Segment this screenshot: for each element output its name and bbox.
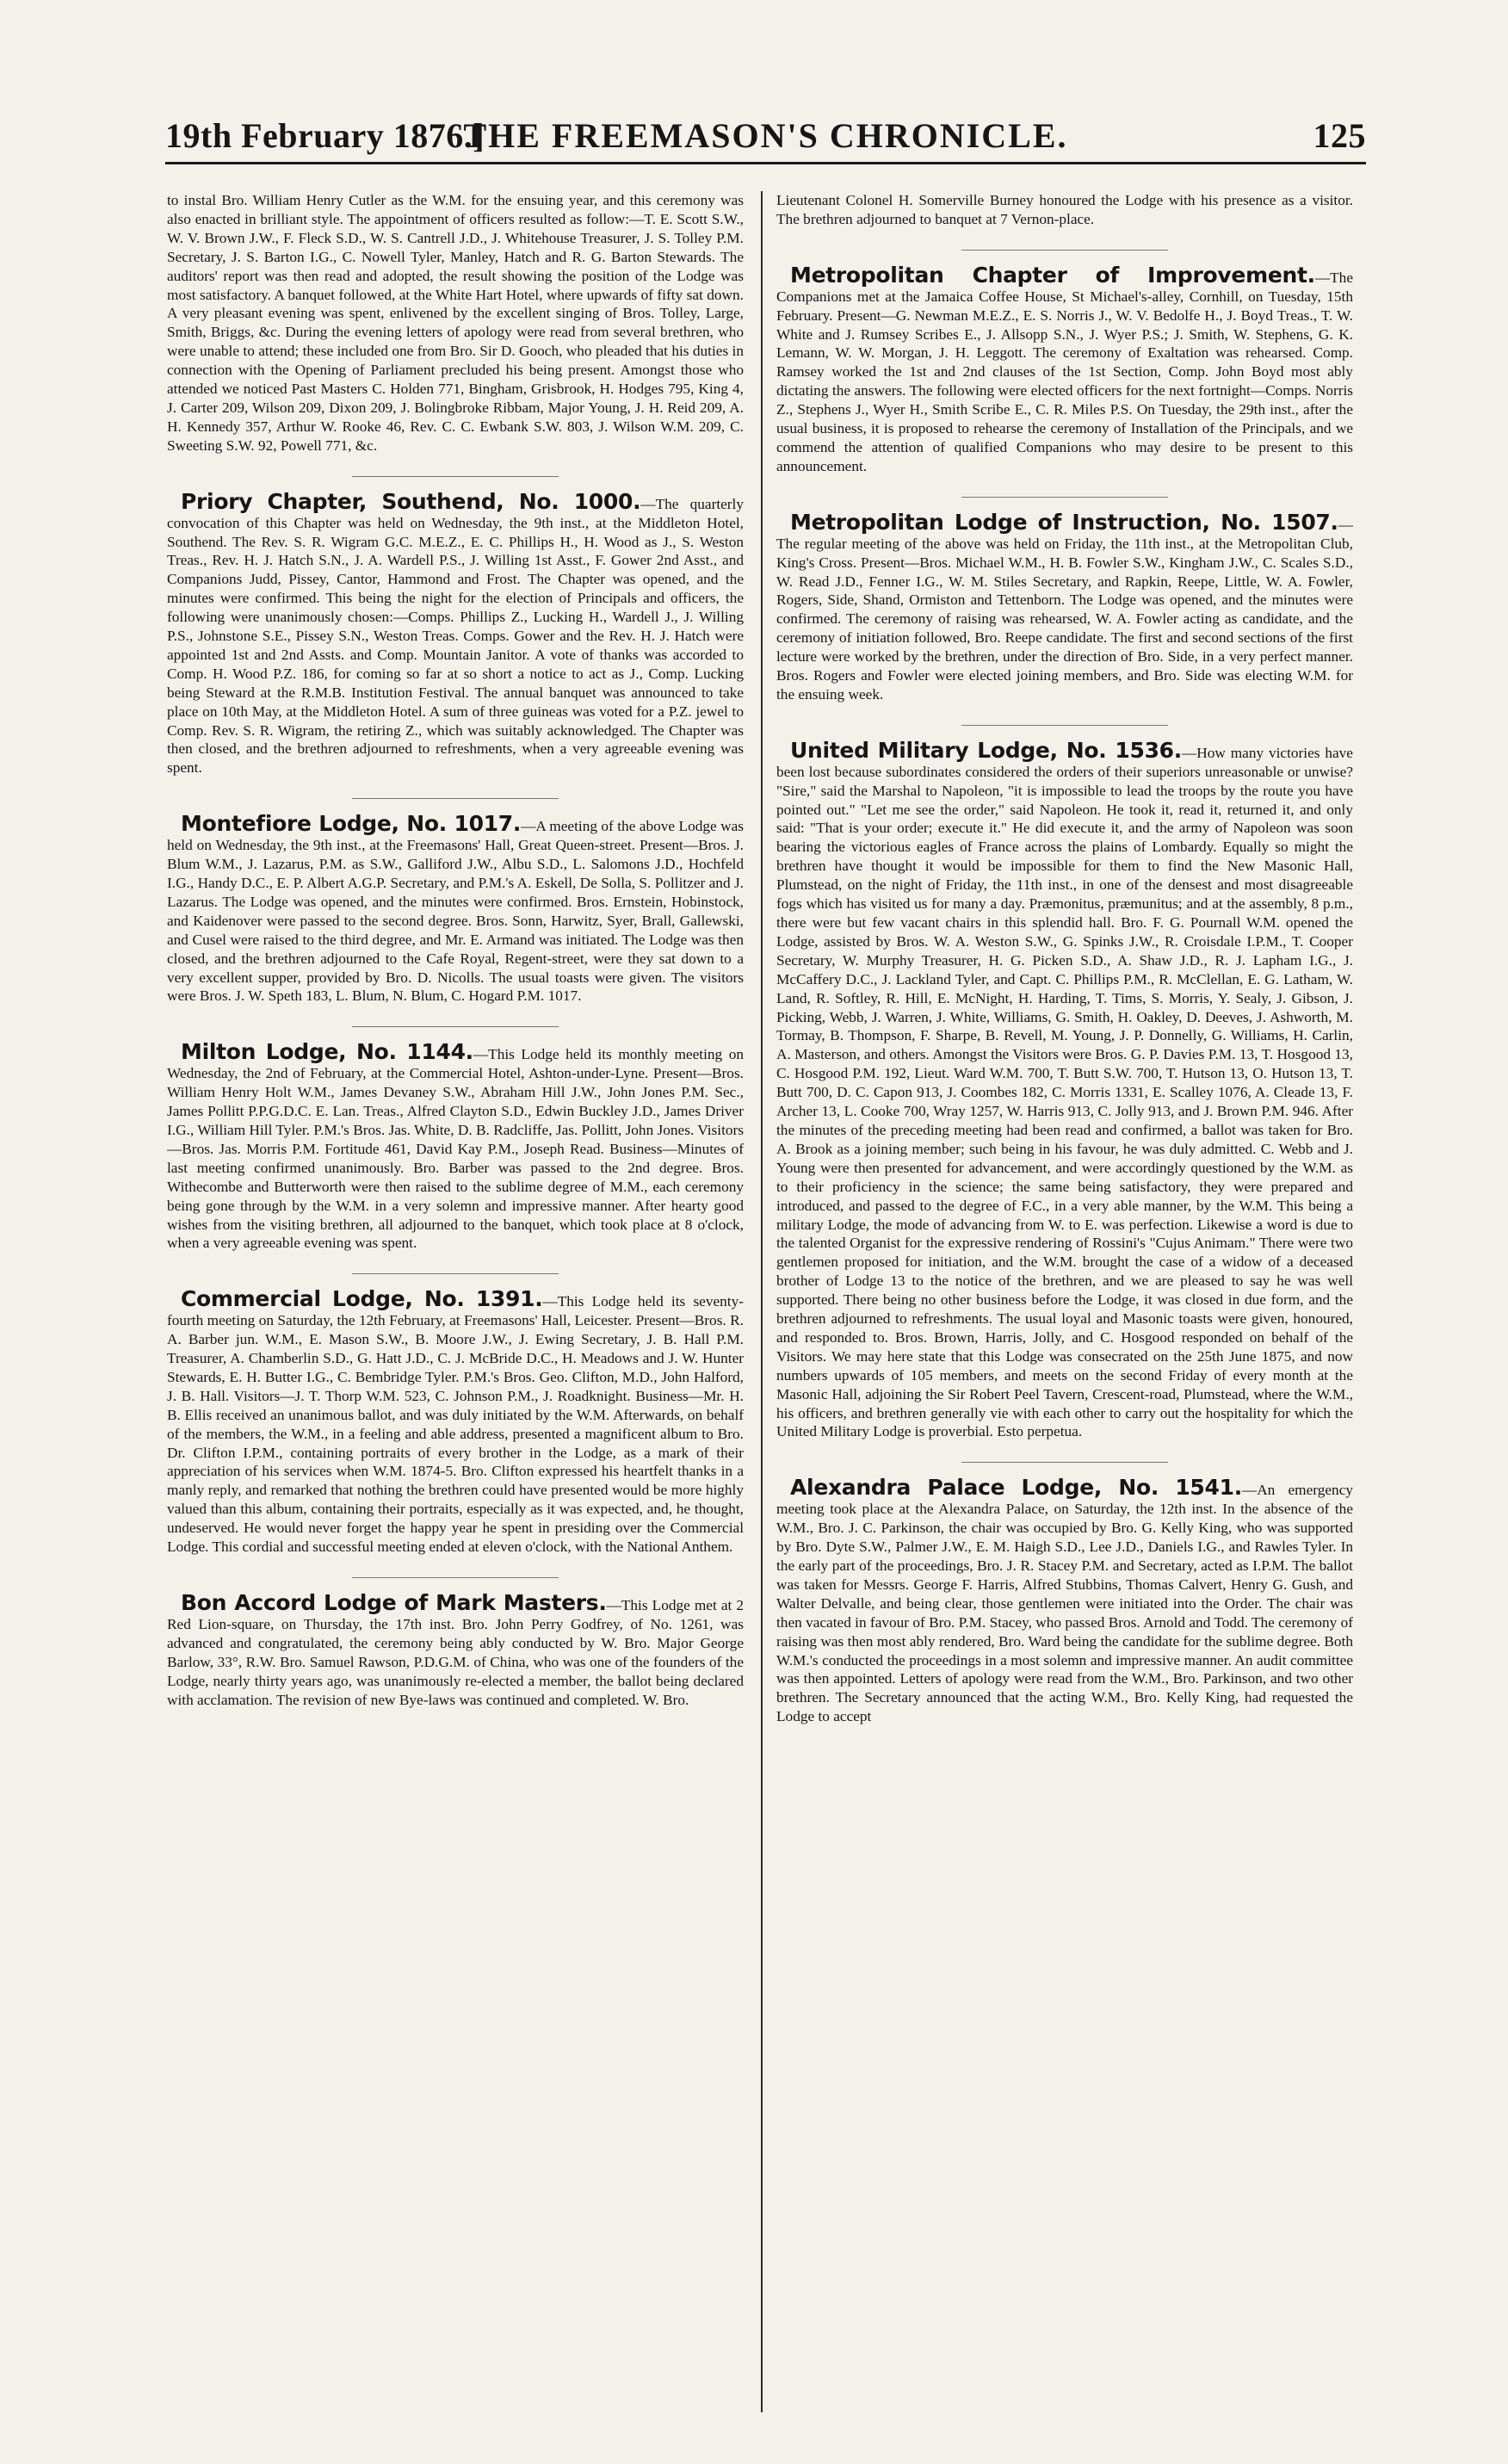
article-heading: Metropolitan Chapter of Improvement.	[790, 262, 1315, 288]
article-body-text: A meeting of the above Lodge was held on Wednesday, the 9th inst., at the Freemasons' Hall, Great Queen-street. Present—Bros. J. Blum W.M., J. Lazarus, P.M. as S.W., Galliford J.W., Albu S.D., L. Salomons J.D., Hochfeld I.G., Handy D.C., E. P. Albert A.G.P. Secretary, and P.M.'s A. Eskell, De Solla, S. Pollitzer and J. Lazarus. The Lodge was opened, and the minutes were confirmed. Bros. Ernstein, Hobinstock, and Kaidenover were passed to the second degree. Bros. Sonn, Harwitz, Syer, Brall, Gallewski, and Cusel were raised to the third degree, and Mr. E. Armand was initiated. The Lodge was then closed, and the brethren adjourned to the Cafe Royal, Regent-street, were they sat down to a very excellent supper, provided by Bro. D. Nicolls. The usual toasts were given. The visitors were Bros. J. W. Speth 183, L. Blum, N. Blum, C. Hogard P.M. 1017.	[167, 818, 744, 1005]
article-continued	[167, 191, 744, 455]
article-body-text: to instal Bro. William Henry Cutler as the W.M. for the ensuing year, and this ceremony was also enacted in brilliant style. The appointment of officers resulted as follow:—T. E. Scott S.W., W. V. Brown J.W., F. Fleck S.D., W. S. Cantrell J.D., J. Whitehouse Treasurer, J. S. Tolley P.M. Secretary, J. S. Barton I.G., C. Nowell Tyler, Manley, Hatch and R. G. Barton Stewards. The auditors' report was then read and adopted, the result showing the position of the Lodge was most satisfactory. A banquet followed, at the White Hart Hotel, where upwards of fifty sat down. A very pleasant evening was spent, enlivened by the excellent singing of Bros. Tolley, Large, Smith, Briggs, &c. During the evening letters of apology were read from several brethren, who were unable to attend; these included one from Bro. Sir D. Gooch, who pleaded that his duties in connection with the Opening of Parliament precluded his being present. Amongst those who attended we noticed Past Masters C. Holden 771, Bingham, Grisbrook, H. Hodges 795, King 4, J. Carter 209, Wilson 209, Dixon 209, J. Bolingbroke Ribbam, Major Young, J. H. Reid 209, A. H. Kennedy 357, Arthur W. Rooke 46, Rev. C. C. Ewbank S.W. 803, J. Wilson W.M. 209, C. Sweeting S.W. 92, Powell 771, &c.	[167, 192, 744, 454]
article-bon-accord-lodge	[167, 1590, 744, 1709]
article-separator	[352, 1273, 559, 1274]
article-separator	[352, 1026, 559, 1027]
column-rule	[761, 191, 763, 2412]
article-body: Priory Chapter, Southend, No. 1000.—The quarterly convocation of this Chapter was held on Wednesday, the 9th inst., at the Middleton Hotel, Southend. The Rev. S. R. Wigram G.C. M.E.Z., E. C. Phillips H., H. Wood as J., S. Weston Treas., Rev. H. J. Hatch S.N., J. A. Wardell P.S., J. Willing 1st Asst., F. Gower 2nd Asst., and Companions Judd, Pissey, Cantor, Hammond and Frost. The Chapter was opened, and the minutes were confirmed. This being the night for the election of Principals and officers, the following were unanimously chosen:—Comps. Phillips Z., Lucking H., Wardell J., J. Willing P.S., Johnstone S.E., Pissey S.N., Weston Treas. Comps. Gower and the Rev. H. J. Hatch were appointed 1st and 2nd Assts. and Comp. Mountain Janitor. A vote of thanks was accorded to Comp. H. Wood P.Z. 186, for coming so far at so short a notice to act as J., Comp. Lucking being Steward at the R.M.B. Institution Festival. The annual banquet was announced to take place on 10th May, at the Middleton Hotel. A sum of three guineas was voted for a P.Z. jewel to Comp. Rev. S. R. Wigram, the retiring Z., which was suitably acknowledged. The Chapter was then closed, and the brethren adjourned to refreshments, when a very agreeable evening was spent.	[167, 488, 744, 777]
masthead	[165, 110, 1366, 164]
article-heading: United Military Lodge, No. 1536.	[790, 737, 1182, 763]
article-body-text: The Companions met at the Jamaica Coffee House, St Michael's-alley, Cornhill, on Tuesday, 15th February. Present—G. Newman M.E.Z., E. S. Norris J., W. V. Bedolfe H., J. Boyd Treas., T. W. White and J. Rumsey Scribes E., J. Allsopp S.N., J. Wyer P.S.; J. Smith, W. Stephens, G. K. Lemann, W. W. Morgan, J. H. Leggott. The ceremony of Exaltation was rehearsed. Comp. Ramsey worked the 1st and 2nd clauses of the 1st Section, Comp. John Boyd most ably dictating the answers. The following were elected officers for the next fortnight—Comps. Norris Z., Stephens J., Wyer H., Smith Scribe E., C. R. Miles P.S. On Tuesday, the 29th inst., after the usual business, it is proposed to rehearse the ceremony of Installation of the Principals, and we commend the attention of qualified Companions who may desire to be present to this announcement.	[776, 269, 1353, 474]
article-separator	[352, 798, 559, 799]
article-heading: Metropolitan Lodge of Instruction, No. 1507.	[790, 509, 1338, 535]
article-heading: Priory Chapter, Southend, No. 1000.	[181, 488, 641, 514]
article-alexandra-palace-lodge	[776, 1475, 1353, 1726]
article-body: Montefiore Lodge, No. 1017.—A meeting of the above Lodge was held on Wednesday, the 9th inst., at the Freemasons' Hall, Great Queen-street. Present—Bros. J. Blum W.M., J. Lazarus, P.M. as S.W., Galliford J.W., Albu S.D., L. Salomons J.D., Hochfeld I.G., Handy D.C., E. P. Albert A.G.P. Secretary, and P.M.'s A. Eskell, De Solla, S. Pollitzer and J. Lazarus. The Lodge was opened, and the minutes were confirmed. Bros. Ernstein, Hobinstock, and Kaidenover were passed to the second degree. Bros. Sonn, Harwitz, Syer, Brall, Gallewski, and Cusel were raised to the third degree, and Mr. E. Armand was initiated. The Lodge was then closed, and the brethren adjourned to the Cafe Royal, Regent-street, were they sat down to a very excellent supper, provided by Bro. D. Nicolls. The usual toasts were given. The visitors were Bros. J. W. Speth 183, L. Blum, N. Blum, C. Hogard P.M. 1017.	[167, 811, 744, 1005]
article-body: Commercial Lodge, No. 1391.—This Lodge held its seventy-fourth meeting on Saturday, the 12th February, at Freemasons' Hall, Leicester. Present—Bros. R. A. Barber jun. W.M., E. Mason S.W., B. Moore J.W., J. Ewing Secretary, J. B. Hall P.M. Treasurer, A. Chamberlin S.D., G. Hatt J.D., C. J. McBride D.C., H. Meadows and J. W. Hunter Stewards, E. H. Butter I.G., C. Bembridge Tyler. P.M.'s Bros. Geo. Clifton, M.D., John Halford, J. B. Hall. Visitors—J. T. Thorp W.M. 523, C. Johnson P.M., J. Roadknight. Business—Mr. H. B. Ellis received an unanimous ballot, and was duly initiated by the W.M. Afterwards, on behalf of the members, the W.M., in a feeling and able address, presented a magnificent album to Bro. Dr. Clifton I.P.M., containing portraits of every brother in the Lodge, as a mark of their appreciation of his services when W.M. 1874-5. Bro. Clifton expressed his heartfelt thanks in a manly reply, and remarked that nothing the brethren could have presented would be more highly valued than this album, containing their portraits, especially as it was expected, and, he thought, undeserved. He would never forget the happy year he spent in presiding over the Commercial Lodge. This cordial and successful meeting ended at eleven o'clock, with the National Anthem.	[167, 1286, 744, 1556]
article-metropolitan-lodge	[776, 509, 1353, 704]
publication-title: THE FREEMASON'S CHRONICLE.	[463, 116, 1068, 155]
article-priory-chapter	[167, 488, 744, 778]
article-heading: Milton Lodge, No. 1144.	[181, 1039, 473, 1065]
article-heading: Commercial Lodge, No. 1391.	[181, 1286, 543, 1312]
article-body-text: How many victories have been lost because subordinates considered the orders of their superiors unreasonable or unwise? "Sire," said the Marshal to Napoleon, "it is impossible to lead the troops by the route you have pointed out." "Let me see the order," said Napoleon. He took it, read it, returned it, and only said: "That is your order; execute it." He did execute it, and the army of Napoleon was soon bearing the victorious eagles of France across the plains of Lombardy. Equally so might the brethren have thought it would be impossible for them to find the New Masonic Hall, Plumstead, on the night of Friday, the 11th inst., in one of the densest and most disagreeable fogs which has visited us for many a day. Præmonitus, præmunitus; and at the assembly, 8 p.m., there were but few vacant chairs in this splendid hall. Bro. F. G. Pournall W.M. opened the Lodge, assisted by Bros. W. A. Weston S.W., G. Spinks J.W., R. Croisdale I.P.M., T. Cooper Secretary, W. Murphy Treasurer, H. G. Picken S.D., A. Shaw J.D., R. J. Lapham I.G., J. McCaffery D.C., J. Lackland Tyler, and Capt. C. Phillips P.M., R. McClellan, E. G. Latham, W. Land, R. Softley, R. Hill, E. McNight, H. Harding, T. Tims, S. Morris, Y. Sealy, J. Gibson, J. Picking, Webb, J. Warren, J. White, Williams, G. Smith, H. Oakley, D. Deeves, J. Ashworth, M. Tormay, B. Thompson, F. Sharpe, B. Revell, M. Young, J. P. Donnelly, G. Williams, H. Carlin, A. Masterson, and others. Amongst the Visitors were Bros. G. P. Davies P.M. 13, T. Hosgood 13, C. Hosgood P.M. 192, Lieut. Ward W.M. 700, T. Butt S.W. 700, T. Hutson 13, O. Hutson 13, T. Butt 700, D. C. Capon 913, J. Coombes 182, C. Morris 1331, E. Scalley 1076, A. Cleade 13, F. Archer 13, L. Cooke 700, Wray 1257, W. Harris 913, C. Jolly 913, and J. Brown P.M. 946. After the minutes of the preceding meeting had been read and confirmed, a ballot was taken for Bro. A. Brook as a joining member; such being in his favour, he was duly admitted. C. Webb and J. Young were then presented for advancement, and were accordingly questioned by the W.M. as to their proficiency in the science; the same being satisfactory, they were prepared and introduced, and passed to the degree of F.C., in a very able manner, by the W.M. This being a military Lodge, the mode of advancing from W. to E. was perfection. Likewise a word is due to the talented Organist for the expressive rendering of Rossini's "Cujus Animam." There were two gentlemen proposed for initiation, and the W.M. brought the case of a widow of a deceased brother of Lodge 13 to the notice of the brethren, and we are pleased to say he was well supported. There being no other business before the Lodge, it was closed in due form, and the brethren adjourned to refreshments. The usual loyal and Masonic toasts were given, honoured, and responded to. Bros. Brown, Harris, Jolly, and C. Hosgood responded on behalf of the Visitors. We may here state that this Lodge was consecrated on the 25th June 1875, and now numbers upwards of 105 members, and meets on the second Friday of every month at the Masonic Hall, adjoining the Sir Robert Peel Tavern, Crescent-road, Plumstead, where the W.M., his officers, and brethren generally vie with each other to carry out the hospitality for which the United Military Lodge is proverbial. Esto perpetua.	[776, 744, 1353, 1440]
issue-date: 19th February 1876.]	[165, 116, 485, 155]
article-commercial-lodge	[167, 1286, 744, 1557]
article-separator	[961, 497, 1168, 498]
article-separator	[961, 1462, 1168, 1463]
article-separator	[961, 250, 1168, 251]
article-heading: Alexandra Palace Lodge, No. 1541.	[790, 1475, 1242, 1501]
article-heading: Bon Accord Lodge of Mark Masters.	[181, 1590, 607, 1615]
article-body	[167, 191, 744, 455]
article-body: Alexandra Palace Lodge, No. 1541.—An emergency meeting took place at the Alexandra Palace, on Saturday, the 12th inst. In the absence of the W.M., Bro. J. C. Parkinson, the chair was occupied by Bro. G. Kelly King, who was supported by Bro. Dyte S.W., Palmer J.W., E. M. Haigh S.D., Lee J.D., Daniels I.G., and Rawles Tyler. In the early part of the proceedings, Bro. J. R. Stacey P.M. and Secretary, acted as I.P.M. The ballot was taken for Messrs. George F. Harris, Alfred Stubbins, Thomas Calvert, Henry G. Gush, and Walter Delvalle, and being clear, those gentlemen were initiated into the Order. The chair was then vacated in favour of Bro. P.M. Stacey, who passed Bros. Arnold and Todd. The ceremony of raising was then most ably rendered, Bro. Ward being the candidate for the sublime degree. Both W.M.'s conducted the proceedings in a most solemn and impressive manner. An audit committee was then appointed. Letters of apology were read from the W.M., Bro. Parkinson, and two other brethren. The Secretary announced that the acting W.M., Bro. Kelly King, had requested the Lodge to accept	[776, 1475, 1353, 1725]
article-body: Metropolitan Chapter of Improvement.—The Companions met at the Jamaica Coffee House, St Michael's-alley, Cornhill, on Tuesday, 15th February. Present—G. Newman M.E.Z., E. S. Norris J., W. V. Bedolfe H., J. Boyd Treas., T. W. White and J. Rumsey Scribes E., J. Allsopp S.N., J. Wyer P.S.; J. Smith, W. Stephens, G. K. Lemann, W. W. Morgan, J. H. Leggott. The ceremony of Exaltation was rehearsed. Comp. Ramsey worked the 1st and 2nd clauses of the 1st Section, Comp. John Boyd most ably dictating the answers. The following were elected officers for the next fortnight—Comps. Norris Z., Stephens J., Wyer H., Smith Scribe E., C. R. Miles P.S. On Tuesday, the 29th inst., after the usual business, it is proposed to rehearse the ceremony of Installation of the Principals, and we commend the attention of qualified Companions who may desire to be present to this announcement.	[776, 262, 1353, 474]
article-montefiore-lodge	[167, 811, 744, 1006]
article-body-text: This Lodge met at 2 Red Lion-square, on Thursday, the 17th inst. Bro. John Perry Godfrey, of No. 1261, was advanced and congratulated, the ceremony being ably conducted by W. Bro. Major George Barlow, 33°, R.W. Bro. Samuel Rawson, P.D.G.M. of China, who was one of the founders of the Lodge, nearly thirty years ago, was unanimously re-elected a member, the ballot being declared with acclamation. The revision of new Bye-laws was continued and completed. W. Bro.	[167, 1597, 744, 1708]
article-separator	[352, 1577, 559, 1578]
article-body: United Military Lodge, No. 1536.—How many victories have been lost because subordinates considered the orders of their superiors unreasonable or unwise? "Sire," said the Marshal to Napoleon, "it is impossible to lead the troops by the route you have pointed out." "Let me see the order," said Napoleon. He took it, read it, returned it, and only said: "That is your order; execute it." He did execute it, and the army of Napoleon was soon bearing the victorious eagles of France across the plains of Lombardy. Equally so might the brethren have thought it would be impossible for them to find the New Masonic Hall, Plumstead, on the night of Friday, the 11th inst., in one of the densest and most disagreeable fogs which has visited us for many a day. Præmonitus, præmunitus; and at the assembly, 8 p.m., there were but few vacant chairs in this splendid hall. Bro. F. G. Pournall W.M. opened the Lodge, assisted by Bros. W. A. Weston S.W., G. Spinks J.W., R. Croisdale I.P.M., T. Cooper Secretary, W. Murphy Treasurer, H. G. Picken S.D., A. Shaw J.D., R. J. Lapham I.G., J. McCaffery D.C., J. Lackland Tyler, and Capt. C. Phillips P.M., R. McClellan, E. G. Latham, W. Land, R. Softley, R. Hill, E. McNight, H. Harding, T. Tims, S. Morris, Y. Sealy, J. Gibson, J. Picking, Webb, J. Warren, J. White, Williams, G. Smith, H. Oakley, D. Deeves, J. Ashworth, M. Tormay, B. Thompson, F. Sharpe, B. Revell, M. Young, J. P. Donnelly, G. Williams, H. Carlin, A. Masterson, and others. Amongst the Visitors were Bros. G. P. Davies P.M. 13, T. Hosgood 13, C. Hosgood P.M. 192, Lieut. Ward W.M. 700, T. Butt S.W. 700, T. Hutson 13, O. Hutson 13, T. Butt 700, D. C. Capon 913, J. Coombes 182, C. Morris 1331, E. Scalley 1076, A. Cleade 13, F. Archer 13, L. Cooke 700, Wray 1257, W. Harris 913, C. Jolly 913, and J. Brown P.M. 946. After the minutes of the preceding meeting had been read and confirmed, a ballot was taken for Bro. A. Brook as a joining member; such being in his favour, he was duly admitted. C. Webb and J. Young were then presented for advancement, and were accordingly questioned by the W.M. as to their proficiency in the science; the same being satisfactory, they were prepared and introduced, and passed to the degree of F.C., in a very able manner, by the W.M. This being a military Lodge, the mode of advancing from W. to E. was perfection. Likewise a word is due to the talented Organist for the expressive rendering of Rossini's "Cujus Animam." There were two gentlemen proposed for initiation, and the W.M. brought the case of a widow of a deceased brother of Lodge 13 to the notice of the brethren, and we are pleased to say he was well supported. There being no other business before the Lodge, it was closed in due form, and the brethren adjourned to refreshments. The usual loyal and Masonic toasts were given, honoured, and responded to. Bros. Brown, Harris, Jolly, and C. Hosgood responded on behalf of the Visitors. We may here state that this Lodge was consecrated on the 25th June 1875, and now numbers upwards of 105 members, and meets on the second Friday of every month at the Masonic Hall, adjoining the Sir Robert Peel Tavern, Crescent-road, Plumstead, where the W.M., his officers, and brethren generally vie with each other to carry out the hospitality for which the United Military Lodge is proverbial. Esto perpetua.	[776, 737, 1353, 1440]
left-column	[167, 191, 744, 2412]
article-united-military-lodge	[776, 737, 1353, 1442]
article-body: Metropolitan Lodge of Instruction, No. 1507.—The regular meeting of the above was held on Friday, the 11th inst., at the Metropolitan Club, King's Cross. Present—Bros. Michael W.M., H. B. Fowler S.W., Kingham J.W., C. Scales S.D., W. Read J.D., Fenner I.G., W. M. Stiles Secretary, and Rapkin, Reepe, Little, W. A. Fowler, Rogers, Side, Shand, Ormiston and Tettenborn. The Lodge was opened, and the minutes were confirmed. The ceremony of raising was rehearsed, W. A. Fowler acting as candidate, and the ceremony of initiation followed, Bro. Reepe candidate. The first and second sections of the first lecture were worked by the brethren, under the direction of Bro. Side, in a very perfect manner. Bros. Rogers and Fowler were elected joining members, and Bro. Side was electing W.M. for the ensuing week.	[776, 509, 1353, 703]
article-separator	[352, 476, 559, 477]
article-heading: Montefiore Lodge, No. 1017.	[181, 811, 522, 837]
article-body-text: Lieutenant Colonel H. Somerville Burney honoured the Lodge with his presence as a visitor. The brethren adjourned to banquet at 7 Vernon-place.	[776, 192, 1353, 227]
article-body-text: The quarterly convocation of this Chapter was held on Wednesday, the 9th inst., at the Middleton Hotel, Southend. The Rev. S. R. Wigram G.C. M.E.Z., E. C. Phillips H., H. Wood as J., S. Weston Treas., Rev. H. J. Hatch S.N., J. A. Wardell P.S., J. Willing 1st Asst., F. Gower 2nd Asst., and Companions Judd, Pissey, Cantor, Hammond and Frost. The Chapter was opened, and the minutes were confirmed. This being the night for the election of Principals and officers, the following were unanimously chosen:—Comps. Phillips Z., Lucking H., Wardell J., J. Willing P.S., Johnstone S.E., Pissey S.N., Weston Treas. Comps. Gower and the Rev. H. J. Hatch were appointed 1st and 2nd Assts. and Comp. Mountain Janitor. A vote of thanks was accorded to Comp. H. Wood P.Z. 186, for coming so far at so short a notice to act as J., Comp. Lucking being Steward at the R.M.B. Institution Festival. The annual banquet was announced to take place on 10th May, at the Middleton Hotel. A sum of three guineas was voted for a P.Z. jewel to Comp. Rev. S. R. Wigram, the retiring Z., which was suitably acknowledged. The Chapter was then closed, and the brethren adjourned to refreshments, when a very agreeable evening was spent.	[167, 495, 744, 777]
article-body-text: This Lodge held its seventy-fourth meeting on Saturday, the 12th February, at Freemasons' Hall, Leicester. Present—Bros. R. A. Barber jun. W.M., E. Mason S.W., B. Moore J.W., J. Ewing Secretary, J. B. Hall P.M. Treasurer, A. Chamberlin S.D., G. Hatt J.D., C. J. McBride D.C., H. Meadows and J. W. Hunter Stewards, E. H. Butter I.G., C. Bembridge Tyler. P.M.'s Bros. Geo. Clifton, M.D., John Halford, J. B. Hall. Visitors—J. T. Thorp W.M. 523, C. Johnson P.M., J. Roadknight. Business—Mr. H. B. Ellis received an unanimous ballot, and was duly initiated by the W.M. Afterwards, on behalf of the members, the W.M., in a feeling and able address, presented a magnificent album to Bro. Dr. Clifton I.P.M., containing portraits of every brother in the Lodge, as a mark of their appreciation of his services when W.M. 1874-5. Bro. Clifton expressed his heartfelt thanks in a manly reply, and remarked that nothing the brethren could have presented would be more highly valued than this album, containing their portraits, especially as it was expected, and, he thought, undeserved. He would never forget the happy year he spent in presiding over the Commercial Lodge. This cordial and successful meeting ended at eleven o'clock, with the National Anthem.	[167, 1293, 744, 1556]
article-continued	[776, 191, 1353, 229]
article-metropolitan-chapter	[776, 262, 1353, 476]
article-body-text: An emergency meeting took place at the Alexandra Palace, on Saturday, the 12th inst. In the absence of the W.M., Bro. J. C. Parkinson, the chair was occupied by Bro. G. Kelly King, who was supported by Bro. Dyte S.W., Palmer J.W., E. M. Haigh S.D., Lee J.D., Daniels I.G., and Rawles Tyler. In the early part of the proceedings, Bro. J. R. Stacey P.M. and Secretary, acted as I.P.M. The ballot was taken for Messrs. George F. Harris, Alfred Stubbins, Thomas Calvert, Henry G. Gush, and Walter Delvalle, and being clear, those gentlemen were initiated into the Order. The chair was then vacated in favour of Bro. P.M. Stacey, who passed Bros. Arnold and Todd. The ceremony of raising was then most ably rendered, Bro. Ward being the candidate for the sublime degree. Both W.M.'s conducted the proceedings in a most solemn and impressive manner. An audit committee was then appointed. Letters of apology were read from the W.M., Bro. Parkinson, and two other brethren. The Secretary announced that the acting W.M., Bro. Kelly King, had requested the Lodge to accept	[776, 1482, 1353, 1725]
right-column	[776, 191, 1353, 2412]
article-body-text: This Lodge held its monthly meeting on Wednesday, the 2nd of February, at the Commercial Hotel, Ashton-under-Lyne. Present—Bros. William Henry Holt W.M., James Devaney S.W., Abraham Hill J.W., John Jones P.M. Sec., James Pollitt P.P.G.D.C. E. Lan. Treas., Alfred Clayton S.D., Edwin Buckley J.D., James Driver I.G., William Hill Tyler. P.M.'s Bros. Jas. White, D. B. Radcliffe, Jas. Pollitt, John Jones. Visitors—Bros. Jas. Morris P.M. Fortitude 461, David Kay P.M., Joseph Read. Business—Minutes of last meeting confirmed unanimously. Bro. Barber was passed to the 2nd degree. Bros. Withecombe and Butterworth were then raised to the sublime degree of M.M., each ceremony being gone through by the W.M. in a very solemn and impressive manner. After hearty good wishes from the visiting brethren, all adjourned to the banquet, which took place at 8 o'clock, when a very agreeable evening was spent.	[167, 1046, 744, 1252]
article-separator	[961, 725, 1168, 726]
article-body-text: The regular meeting of the above was held on Friday, the 11th inst., at the Metropolitan Club, King's Cross. Present—Bros. Michael W.M., H. B. Fowler S.W., Kingham J.W., C. Scales S.D., W. Read J.D., Fenner I.G., W. M. Stiles Secretary, and Rapkin, Reepe, Little, W. A. Fowler, Rogers, Side, Shand, Ormiston and Tettenborn. The Lodge was opened, and the minutes were confirmed. The ceremony of raising was rehearsed, W. A. Fowler acting as candidate, and the ceremony of initiation followed, Bro. Reepe candidate. The first and second sections of the first lecture were worked by the brethren, under the direction of Bro. Side, in a very perfect manner. Bros. Rogers and Fowler were elected joining members, and Bro. Side was electing W.M. for the ensuing week.	[776, 535, 1353, 703]
article-body	[776, 191, 1353, 229]
article-body: Bon Accord Lodge of Mark Masters.—This Lodge met at 2 Red Lion-square, on Thursday, the 17th inst. Bro. John Perry Godfrey, of No. 1261, was advanced and congratulated, the ceremony being ably conducted by W. Bro. Major George Barlow, 33°, R.W. Bro. Samuel Rawson, P.D.G.M. of China, who was one of the founders of the Lodge, nearly thirty years ago, was unanimously re-elected a member, the ballot being declared with acclamation. The revision of new Bye-laws was continued and completed. W. Bro.	[167, 1590, 744, 1708]
article-body: Milton Lodge, No. 1144.—This Lodge held its monthly meeting on Wednesday, the 2nd of February, at the Commercial Hotel, Ashton-under-Lyne. Present—Bros. William Henry Holt W.M., James Devaney S.W., Abraham Hill J.W., John Jones P.M. Sec., James Pollitt P.P.G.D.C. E. Lan. Treas., Alfred Clayton S.D., Edwin Buckley J.D., James Driver I.G., William Hill Tyler. P.M.'s Bros. Jas. White, D. B. Radcliffe, Jas. Pollitt, John Jones. Visitors—Bros. Jas. Morris P.M. Fortitude 461, David Kay P.M., Joseph Read. Business—Minutes of last meeting confirmed unanimously. Bro. Barber was passed to the 2nd degree. Bros. Withecombe and Butterworth were then raised to the sublime degree of M.M., each ceremony being gone through by the W.M. in a very solemn and impressive manner. After hearty good wishes from the visiting brethren, all adjourned to the banquet, which took place at 8 o'clock, when a very agreeable evening was spent.	[167, 1039, 744, 1252]
article-milton-lodge	[167, 1039, 744, 1253]
page-number: 125	[1313, 116, 1366, 155]
